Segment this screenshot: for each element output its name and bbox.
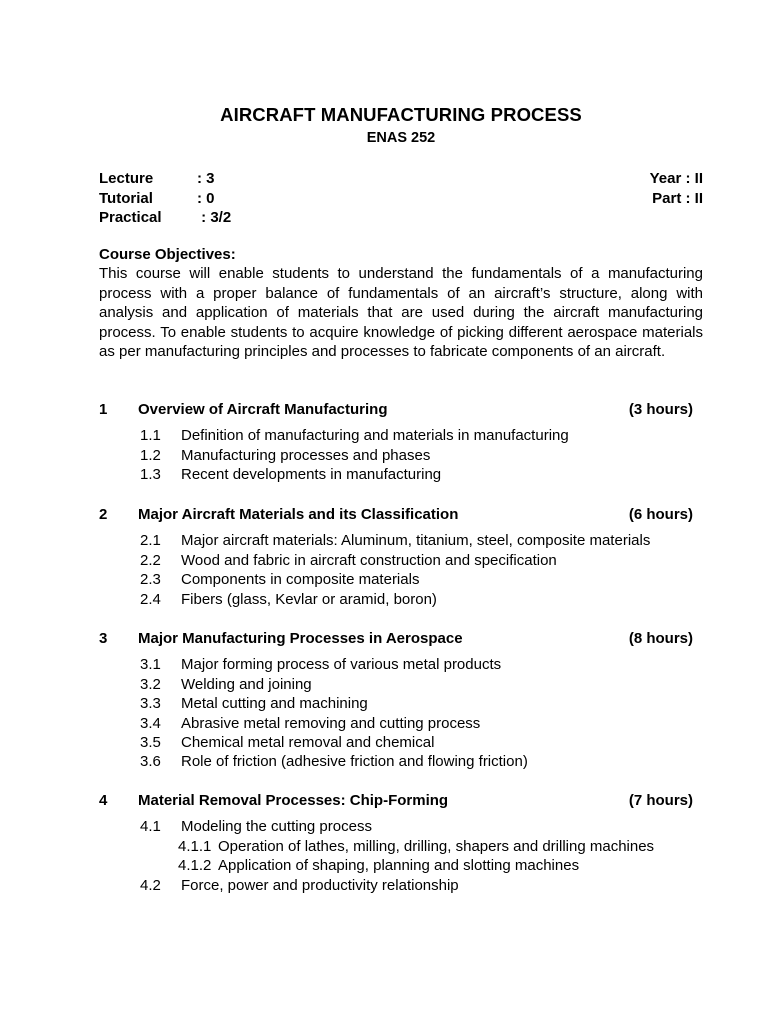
unit-2 bbox=[99, 505, 693, 609]
topic-number: 4.1 bbox=[140, 818, 161, 836]
unit-heading bbox=[99, 400, 693, 419]
topic-item bbox=[99, 714, 693, 733]
unit-hours: (7 hours) bbox=[628, 792, 693, 809]
unit-number: 1 bbox=[99, 401, 108, 418]
topic-item bbox=[99, 446, 693, 465]
part-label: Part : II bbox=[652, 189, 703, 207]
lecture-row bbox=[99, 169, 231, 189]
topic-item bbox=[99, 752, 693, 771]
topic-item bbox=[99, 531, 693, 550]
tutorial-value: : 0 bbox=[197, 189, 215, 207]
topic-number: 2.2 bbox=[140, 551, 161, 569]
unit-title: Material Removal Processes: Chip-Forming bbox=[138, 792, 449, 809]
topic-text: Force, power and productivity relationship bbox=[181, 876, 459, 894]
objectives-text: This course will enable students to understand the fundamentals of a manufacturing process with a proper balance of fundamentals of an aircraft’s structure, along with analysis and application of materials that are used during the aircraft manufacturing process. To enable students to acquire knowledge of picking different aerospace materials as per manufacturing principles and processes to fabricate components of an aircraft. bbox=[99, 265, 703, 361]
topic-item bbox=[99, 570, 693, 589]
course-objectives bbox=[99, 245, 703, 361]
topic-item bbox=[99, 551, 693, 570]
practical-value: : 3/2 bbox=[197, 209, 232, 226]
unit-1 bbox=[99, 400, 693, 485]
topic-text: Definition of manufacturing and materials in manufacturing bbox=[181, 427, 569, 445]
topic-text: Fibers (glass, Kevlar or aramid, boron) bbox=[181, 590, 437, 608]
lecture-value: : 3 bbox=[197, 170, 215, 187]
topic-text: Metal cutting and machining bbox=[181, 695, 368, 713]
subtopic-text: Operation of lathes, milling, drilling, shapers and drilling machines bbox=[218, 837, 655, 855]
topic-number: 3.3 bbox=[140, 695, 161, 713]
subtopic-text: Application of shaping, planning and slotting machines bbox=[218, 857, 580, 875]
topic-number: 2.1 bbox=[140, 532, 161, 550]
course-code: ENAS 252 bbox=[366, 130, 436, 146]
topic-number: 1.3 bbox=[140, 466, 161, 484]
topic-number: 2.3 bbox=[140, 571, 161, 589]
practical-row bbox=[99, 208, 231, 228]
topic-number: 1.1 bbox=[140, 427, 161, 445]
topic-text: Welding and joining bbox=[181, 675, 312, 693]
topic-number: 4.2 bbox=[140, 876, 161, 894]
unit-heading bbox=[99, 505, 693, 524]
unit-hours: (6 hours) bbox=[628, 506, 693, 523]
unit-title: Major Aircraft Materials and its Classification bbox=[138, 506, 459, 523]
topic-number: 2.4 bbox=[140, 590, 161, 608]
topic-number: 3.1 bbox=[140, 656, 161, 674]
course-title: AIRCRAFT MANUFACTURING PROCESS bbox=[220, 104, 582, 125]
subtopic-number: 4.1.2 bbox=[178, 857, 212, 875]
topic-item bbox=[99, 694, 693, 713]
topic-number: 1.2 bbox=[140, 446, 161, 464]
topic-number: 3.2 bbox=[140, 675, 161, 693]
topic-text: Abrasive metal removing and cutting process bbox=[181, 714, 481, 732]
topic-text: Components in composite materials bbox=[181, 571, 420, 589]
topic-text: Major forming process of various metal products bbox=[181, 656, 502, 674]
subtopic-item bbox=[99, 856, 693, 875]
lecture-label: Lecture bbox=[99, 170, 154, 187]
topic-number: 3.4 bbox=[140, 714, 161, 732]
tutorial-row bbox=[99, 189, 231, 209]
topic-item bbox=[99, 733, 693, 752]
topic-text: Role of friction (adhesive friction and flowing friction) bbox=[181, 753, 528, 771]
unit-3 bbox=[99, 629, 693, 772]
subtopic-number: 4.1.1 bbox=[178, 837, 212, 855]
unit-title: Major Manufacturing Processes in Aerospace bbox=[138, 630, 463, 647]
topic-item bbox=[99, 465, 693, 484]
unit-hours: (3 hours) bbox=[628, 401, 693, 418]
topic-item bbox=[99, 655, 693, 674]
year-part bbox=[650, 169, 703, 208]
topic-text: Modeling the cutting process bbox=[181, 818, 372, 836]
unit-number: 2 bbox=[99, 506, 108, 523]
unit-number: 3 bbox=[99, 630, 108, 647]
topic-number: 3.5 bbox=[140, 734, 161, 752]
topic-text: Chemical metal removal and chemical bbox=[181, 734, 435, 752]
topic-item bbox=[99, 675, 693, 694]
topic-item bbox=[99, 876, 693, 895]
unit-title: Overview of Aircraft Manufacturing bbox=[138, 401, 388, 418]
practical-label: Practical bbox=[99, 209, 162, 226]
year-label: Year : II bbox=[649, 170, 703, 187]
topic-item bbox=[99, 817, 693, 836]
subtopic-item bbox=[99, 837, 693, 856]
topic-text: Major aircraft materials: Aluminum, titanium, steel, composite materials bbox=[181, 532, 651, 550]
credit-hours bbox=[99, 169, 231, 228]
topic-item bbox=[99, 426, 693, 445]
unit-4 bbox=[99, 791, 693, 895]
topic-text: Wood and fabric in aircraft construction and specification bbox=[181, 551, 557, 569]
topic-text: Recent developments in manufacturing bbox=[181, 466, 442, 484]
objectives-heading: Course Objectives: bbox=[99, 246, 236, 263]
unit-heading bbox=[99, 791, 693, 810]
unit-heading bbox=[99, 629, 693, 648]
tutorial-label: Tutorial bbox=[99, 189, 153, 207]
topic-text: Manufacturing processes and phases bbox=[181, 446, 431, 464]
topic-item bbox=[99, 590, 693, 609]
unit-number: 4 bbox=[99, 792, 108, 809]
topic-number: 3.6 bbox=[140, 753, 161, 771]
unit-hours: (8 hours) bbox=[628, 630, 693, 647]
